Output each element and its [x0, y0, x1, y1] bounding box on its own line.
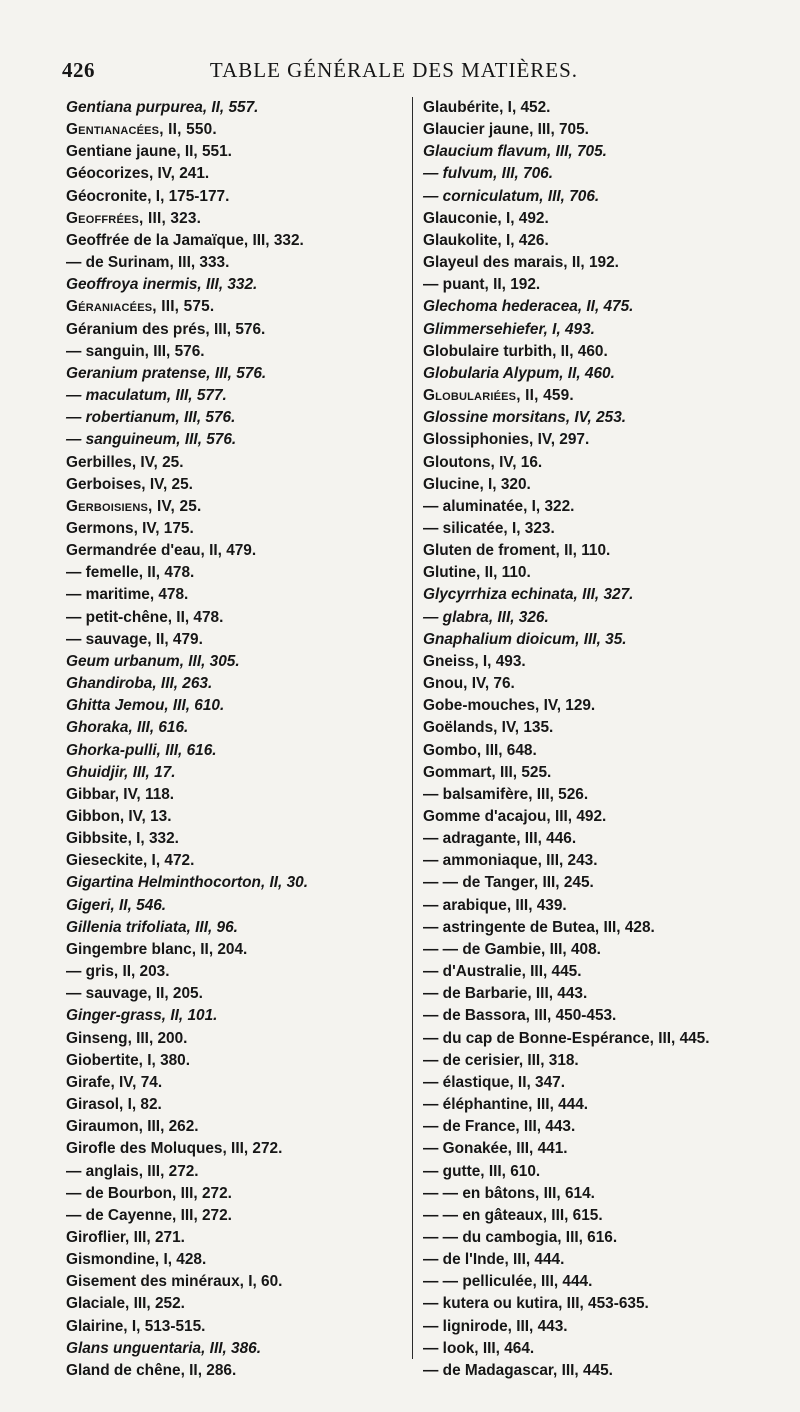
index-entry: Glaukolite, I, 426.: [423, 231, 549, 249]
index-entry: Glechoma hederacea, II, 475.: [423, 298, 634, 316]
index-entry: Glycyrrhiza echinata, III, 327.: [423, 586, 634, 604]
index-entry: — gris, II, 203.: [66, 963, 170, 981]
index-entry: Gigartina Helminthocorton, II, 30.: [66, 874, 309, 892]
index-entry: Ghitta Jemou, III, 610.: [66, 697, 225, 715]
index-entry: Glauconie, I, 492.: [423, 209, 549, 227]
index-entry: — gutte, III, 610.: [423, 1162, 541, 1180]
index-entry: — Gonakée, III, 441.: [423, 1140, 568, 1158]
index-entry: — — de Tanger, III, 245.: [423, 874, 594, 892]
index-entry: Globulaire turbith, II, 460.: [423, 342, 608, 360]
index-entry: Giraumon, III, 262.: [66, 1118, 199, 1136]
index-entry: Geranium pratense, III, 576.: [66, 364, 267, 382]
index-entry: — adragante, III, 446.: [423, 830, 577, 848]
index-entry: Ghoraka, III, 616.: [66, 719, 189, 737]
index-entry: Ghuidjir, III, 17.: [66, 763, 176, 781]
index-entry: Glaubérite, I, 452.: [423, 99, 551, 116]
index-entry: — de France, III, 443.: [423, 1118, 576, 1136]
index-entry: — robertianum, III, 576.: [66, 409, 236, 427]
index-entry: — d'Australie, III, 445.: [423, 963, 582, 981]
index-entry: Gibbsite, I, 332.: [66, 830, 179, 848]
index-entry: Glaucier jaune, III, 705.: [423, 121, 589, 139]
index-entry: — look, III, 464.: [423, 1339, 535, 1357]
index-entry: — sauvage, II, 205.: [66, 985, 203, 1003]
index-entry: Glutine, II, 110.: [423, 564, 531, 582]
index-entry: Glimmersehiefer, I, 493.: [423, 320, 595, 338]
index-entry: Geum urbanum, III, 305.: [66, 652, 240, 670]
index-entry: Giobertite, I, 380.: [66, 1051, 191, 1069]
index-entry: Gerbilles, IV, 25.: [66, 453, 184, 471]
index-entry: Géocronite, I, 175-177.: [66, 187, 230, 205]
index-entry: Glossiphonies, IV, 297.: [423, 431, 590, 449]
index-entry: Girafe, IV, 74.: [66, 1073, 163, 1091]
index-entry: — de Bourbon, III, 272.: [66, 1184, 232, 1202]
index-entry: Gentianacées, II, 550.: [66, 121, 217, 139]
index-entry: — aluminatée, I, 322.: [423, 497, 575, 515]
index-entry: Gisement des minéraux, I, 60.: [66, 1273, 283, 1291]
index-entry: Ginseng, III, 200.: [66, 1029, 188, 1047]
index-entry: Gentiana purpurea, II, 557.: [66, 99, 259, 116]
index-entry: Globularia Alypum, II, 460.: [423, 364, 615, 382]
index-entry: — anglais, III, 272.: [66, 1162, 199, 1180]
index-entry: — de Barbarie, III, 443.: [423, 985, 588, 1003]
index-entry: — corniculatum, III, 706.: [423, 187, 600, 205]
index-entry: Gillenia trifoliata, III, 96.: [66, 918, 238, 936]
running-title: TABLE GÉNÉRALE DES MATIÈRES.: [209, 58, 579, 82]
index-entry: — de Bassora, III, 450-453.: [423, 1007, 617, 1025]
index-entry: Ghandiroba, III, 263.: [66, 675, 213, 693]
index-entry: Ginger-grass, II, 101.: [66, 1007, 218, 1025]
index-entry: — de Madagascar, III, 445.: [423, 1361, 613, 1379]
index-entry: Géranium des prés, III, 576.: [66, 320, 266, 338]
index-entry: — arabique, III, 439.: [423, 896, 567, 914]
index-entry: Gommart, III, 525.: [423, 763, 552, 781]
index-entry: Geoffroya inermis, III, 332.: [66, 276, 258, 294]
index-entry: — balsamifère, III, 526.: [423, 785, 589, 803]
index-entry: — puant, II, 192.: [423, 276, 541, 294]
index-entry: Gibbar, IV, 118.: [66, 785, 175, 803]
index-entry: Germandrée d'eau, II, 479.: [66, 542, 257, 560]
index-entry: — glabra, III, 326.: [423, 608, 549, 626]
index-entry: Ghorka-pulli, III, 616.: [66, 741, 217, 759]
index-entry: — sanguineum, III, 576.: [66, 431, 237, 449]
index-entry: Gismondine, I, 428.: [66, 1251, 207, 1269]
index-entry: Geoffrée de la Jamaïque, III, 332.: [66, 231, 304, 249]
page-number: 426: [62, 58, 95, 82]
index-entry: — astringente de Butea, III, 428.: [423, 918, 655, 936]
index-entry: Géraniacées, III, 575.: [66, 298, 215, 316]
index-entry: Gland de chêne, II, 286.: [66, 1361, 237, 1379]
index-entry: Gombo, III, 648.: [423, 741, 537, 759]
index-column-left: [66, 97, 406, 1382]
index-entry: Gingembre blanc, II, 204.: [66, 940, 248, 958]
index-entry: Glossine morsitans, IV, 253.: [423, 409, 627, 427]
index-entry: Gibbon, IV, 13.: [66, 808, 172, 825]
index-entry: — — en gâteaux, III, 615.: [423, 1206, 603, 1224]
index-entry: — maculatum, III, 577.: [66, 387, 227, 405]
index-entry: Glaciale, III, 252.: [66, 1295, 185, 1313]
index-entry: Germons, IV, 175.: [66, 519, 194, 537]
index-entry: — de l'Inde, III, 444.: [423, 1251, 565, 1269]
index-entry: Gieseckite, I, 472.: [66, 852, 195, 870]
index-entry: — — du cambogia, III, 616.: [423, 1228, 618, 1246]
index-entry: Girofle des Moluques, III, 272.: [66, 1140, 283, 1158]
index-entry: — femelle, II, 478.: [66, 564, 195, 582]
index-entry: Glairine, I, 513-515.: [66, 1317, 206, 1335]
index-entry: Glayeul des marais, II, 192.: [423, 254, 619, 272]
index-entry: — kutera ou kutira, III, 453-635.: [423, 1295, 649, 1313]
index-entry: Goëlands, IV, 135.: [423, 719, 554, 737]
index-entry: Girasol, I, 82.: [66, 1096, 162, 1114]
index-entry: Gentiane jaune, II, 551.: [66, 143, 232, 161]
index-entry: — maritime, 478.: [66, 586, 189, 604]
index-entry: Gnou, IV, 76.: [423, 675, 515, 693]
index-entry: — de cerisier, III, 318.: [423, 1051, 579, 1069]
index-entry: Gerboisiens, IV, 25.: [66, 497, 202, 515]
index-entry: Géocorizes, IV, 241.: [66, 165, 210, 183]
index-entry: Glaucium flavum, III, 705.: [423, 143, 607, 161]
column-divider: [412, 97, 413, 1359]
index-entry: Gomme d'acajou, III, 492.: [423, 808, 607, 825]
index-entry: — ammoniaque, III, 243.: [423, 852, 598, 870]
index-entry: Glans unguentaria, III, 386.: [66, 1339, 262, 1357]
index-entry: — sanguin, III, 576.: [66, 342, 205, 360]
index-entry: — — pelliculée, III, 444.: [423, 1273, 593, 1291]
index-entry: Gerboises, IV, 25.: [66, 475, 193, 493]
page-header: [62, 58, 726, 86]
index-entry: — lignirode, III, 443.: [423, 1317, 568, 1335]
index-entry: Gloutons, IV, 16.: [423, 453, 543, 471]
index-entry: Gnaphalium dioicum, III, 35.: [423, 630, 627, 648]
index-entry: Gigeri, II, 546.: [66, 896, 167, 914]
index-entry: Giroflier, III, 271.: [66, 1228, 185, 1246]
index-entry: — du cap de Bonne-Espérance, III, 445.: [423, 1029, 710, 1047]
index-entry: — fulvum, III, 706.: [423, 165, 554, 183]
index-entry: Gneiss, I, 493.: [423, 652, 526, 670]
index-entry: Globulariées, II, 459.: [423, 387, 574, 405]
index-entry: Gluten de froment, II, 110.: [423, 542, 611, 560]
index-entry: — — en bâtons, III, 614.: [423, 1184, 595, 1202]
index-entry: — — de Gambie, III, 408.: [423, 940, 601, 958]
index-entry: — de Surinam, III, 333.: [66, 254, 230, 272]
index-entry: — petit-chêne, II, 478.: [66, 608, 224, 626]
index-entry: — élastique, II, 347.: [423, 1073, 565, 1091]
index-entry: Glucine, I, 320.: [423, 475, 531, 493]
index-entry: — sauvage, II, 479.: [66, 630, 203, 648]
index-entry: — de Cayenne, III, 272.: [66, 1206, 232, 1224]
index-entry: — éléphantine, III, 444.: [423, 1096, 589, 1114]
index-entry: Gobe-mouches, IV, 129.: [423, 697, 596, 715]
index-column-right: [423, 97, 773, 1382]
index-entry: Geoffrées, III, 323.: [66, 209, 202, 227]
index-entry: — silicatée, I, 323.: [423, 519, 555, 537]
